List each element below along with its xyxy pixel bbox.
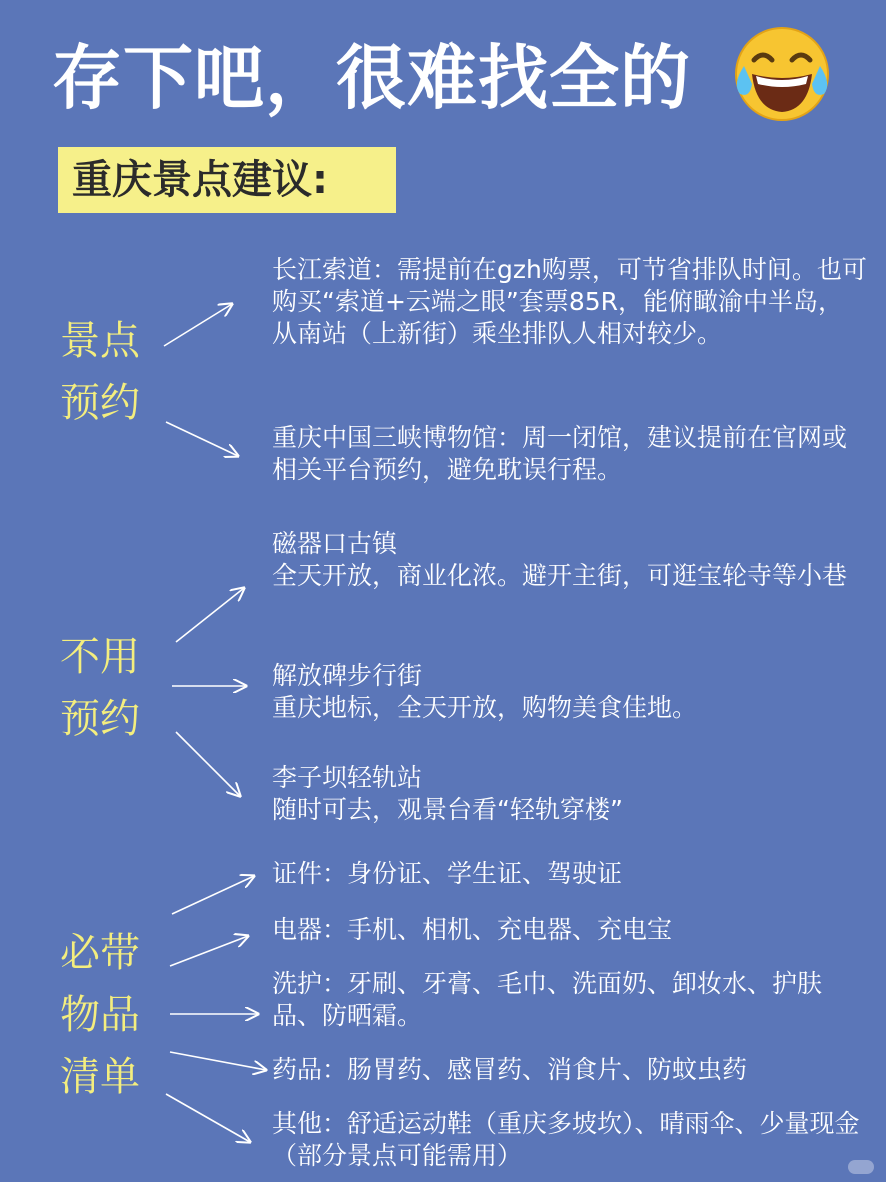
item-heading: 解放碑步行街 [272,661,423,690]
watermark-badge [848,1160,874,1174]
item-heading: 磁器口古镇 [272,529,398,558]
arrow [176,732,240,796]
arrow [166,1094,250,1142]
item-text: 全天开放，商业化浓。避开主街，可逛宝轮寺等小巷 [272,561,848,590]
item-text: 重庆中国三峡博物馆：周一闭馆，建议提前在官网或相关平台预约，避免耽误行程。 [272,423,848,484]
category-line: 预约 [60,380,140,426]
item-text: 电器：手机、相机、充电器、充电宝 [272,915,673,944]
item-text: 长江索道：需提前在gzh购票，可节省排队时间。也可购买“索道+云端之眼”套票85R，能俯瞰渝中半岛，从南站（上新街）乘坐排队人相对较少。 [272,255,867,348]
category-line: 预约 [60,696,140,742]
item-text: 随时可去，观景台看“轻轨穿楼” [272,795,623,824]
arrow [164,304,232,346]
arrow [170,936,248,966]
subtitle-banner: 重庆景点建议: [58,147,396,213]
category-line: 景点 [60,318,140,364]
item-text: 证件：身份证、学生证、驾驶证 [272,859,623,888]
arrow [170,1052,266,1070]
item-heading: 李子坝轻轨站 [272,763,423,792]
item-text: 重庆地标，全天开放，购物美食佳地。 [272,693,698,722]
category-line: 必带 [60,930,140,976]
arrow [172,876,254,914]
category-line: 清单 [60,1054,140,1100]
category-line: 不用 [60,634,140,680]
item-text: 药品：肠胃药、感冒药、消食片、防蚊虫药 [272,1055,748,1084]
category-line: 物品 [60,992,140,1038]
item-text: 洗护：牙刷、牙膏、毛巾、洗面奶、卸妆水、护肤品、防晒霜。 [272,969,823,1030]
arrow [166,422,238,456]
item-text: 其他：舒适运动鞋（重庆多坡坎）、晴雨伞、少量现金（部分景点可能需用） [272,1109,860,1170]
page-title: 存下吧，很难找全的 [52,37,691,119]
arrow [176,588,244,642]
